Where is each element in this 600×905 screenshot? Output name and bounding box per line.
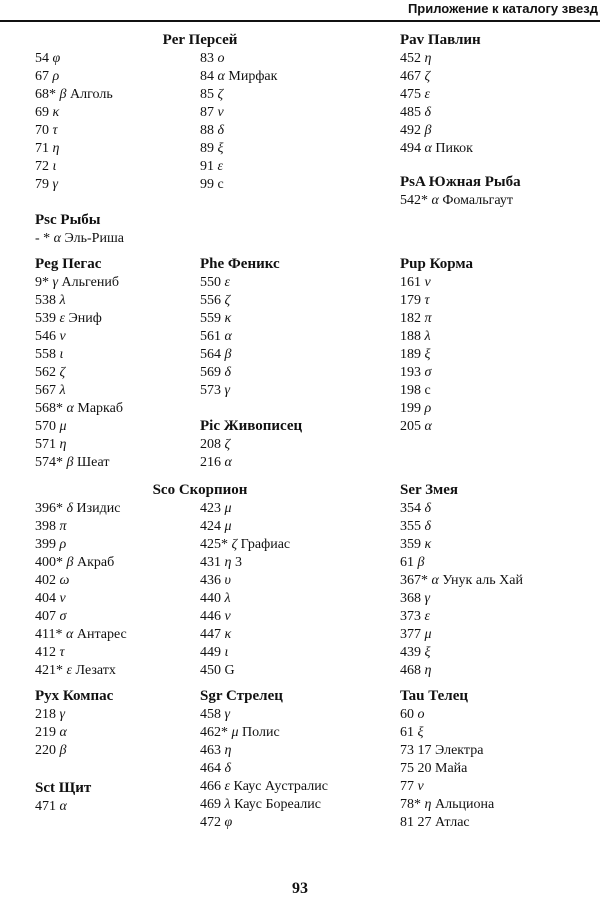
star-entry: 466 ε Каус Аустралис (200, 779, 328, 794)
star-entry: 188 λ (400, 329, 431, 344)
star-entry: 450 G (200, 663, 235, 678)
star-entry: 462* μ Полис (200, 725, 280, 740)
constellation-block-sgr (200, 686, 390, 832)
star-entry: 472 φ (200, 815, 233, 830)
star-entry: 568* α Маркаб (35, 401, 123, 416)
star-entry: 193 σ (400, 365, 432, 380)
star-entry: 562 ζ (35, 365, 66, 380)
star-entry: 494 α Пикок (400, 141, 473, 156)
star-entry: 400* β Акраб (35, 555, 115, 570)
star-entry: 182 π (400, 311, 432, 326)
star-entry: 60 ο (400, 707, 425, 722)
star-entry: 54 φ (35, 51, 61, 66)
star-entry: 189 ξ (400, 347, 431, 362)
star-entry: 91 ε (200, 159, 224, 174)
star-entry: 354 δ (400, 501, 432, 516)
star-entry: 550 ε (200, 275, 231, 290)
star-entry: 83 ο (200, 51, 225, 66)
running-header (0, 0, 600, 22)
star-entry: - * α Эль-Риша (35, 231, 124, 246)
constellation-block-sco-continued (200, 480, 390, 680)
constellation-block-peg (35, 254, 200, 472)
constellation-title: Pav Павлин (400, 32, 481, 48)
star-entry: 452 η (400, 51, 432, 66)
star-entry: 179 τ (400, 293, 430, 308)
constellation-title: Psc Рыбы (35, 212, 101, 228)
star-entry: 424 μ (200, 519, 232, 534)
star-entry: 463 η (200, 743, 232, 758)
star-entry: 425* ζ Графиас (200, 537, 291, 552)
star-entry: 161 ν (400, 275, 431, 290)
constellation-title: Sct Щит (35, 780, 92, 796)
constellation-block-pic (200, 416, 390, 472)
star-entry: 449 ι (200, 645, 229, 660)
star-entry: 468 η (400, 663, 432, 678)
running-header-text: Приложение к каталогу звезд (407, 1, 598, 16)
star-entry: 558 ι (35, 347, 64, 362)
star-entry: 439 ξ (400, 645, 431, 660)
star-entry: 569 δ (200, 365, 232, 380)
title-spacer (200, 30, 390, 50)
star-entry: 407 σ (35, 609, 67, 624)
star-entry: 89 ξ (200, 141, 224, 156)
star-entry: 85 ζ (200, 87, 224, 102)
constellation-title: Phe Феникс (200, 256, 280, 272)
star-entry: 539 ε Эниф (35, 311, 102, 326)
star-entry: 88 δ (200, 123, 225, 138)
star-entry: 556 ζ (200, 293, 231, 308)
star-entry: 440 λ (200, 591, 231, 606)
star-entry: 570 μ (35, 419, 67, 434)
star-entry: 571 η (35, 437, 67, 452)
star-entry: 9* γ Альгениб (35, 275, 119, 290)
star-entry: 458 γ (200, 707, 231, 722)
star-entry: 208 ζ (200, 437, 231, 452)
star-entry: 399 ρ (35, 537, 67, 552)
title-spacer (200, 480, 390, 500)
star-entry: 199 ρ (400, 401, 432, 416)
star-entry: 84 α Мирфак (200, 69, 278, 84)
star-entry: 359 κ (400, 537, 432, 552)
star-entry: 205 α (400, 419, 432, 434)
star-entry: 75 20 Майа (400, 761, 468, 776)
star-entry: 377 μ (400, 627, 432, 642)
constellation-block-tau (400, 686, 595, 832)
star-entry: 219 α (35, 725, 67, 740)
constellation-title: Pyx Компас (35, 688, 114, 704)
star-entry: 431 η 3 (200, 555, 242, 570)
constellation-block-pav (400, 30, 595, 158)
star-entry: 79 γ (35, 177, 59, 192)
star-entry: 404 ν (35, 591, 66, 606)
star-entry: 467 ζ (400, 69, 431, 84)
star-entry: 464 δ (200, 761, 232, 776)
star-entry: 78* η Альциона (400, 797, 495, 812)
star-entry: 73 17 Электра (400, 743, 484, 758)
star-entry: 198 c (400, 383, 431, 398)
constellation-block-psc (35, 210, 200, 248)
star-entry: 69 κ (35, 105, 60, 120)
star-entry: 546 ν (35, 329, 66, 344)
star-entry: 446 ν (200, 609, 231, 624)
star-entry: 492 β (400, 123, 432, 138)
star-entry: 77 ν (400, 779, 424, 794)
star-entry: 218 γ (35, 707, 66, 722)
star-entry: 574* β Шеат (35, 455, 110, 470)
constellation-title: Pup Корма (400, 256, 473, 272)
star-entry: 71 η (35, 141, 60, 156)
star-entry: 68* β Алголь (35, 87, 113, 102)
constellation-block-per-continued (200, 30, 390, 194)
constellation-block-psa (400, 172, 595, 210)
constellation-block-pyx (35, 686, 200, 760)
star-entry: 475 ε (400, 87, 431, 102)
constellation-title: Tau Телец (400, 688, 469, 704)
constellation-title: Sco Скорпион (152, 482, 248, 498)
star-entry: 72 ι (35, 159, 57, 174)
page-number: 93 (292, 880, 308, 897)
star-entry: 61 β (400, 555, 425, 570)
star-entry: 561 α (200, 329, 232, 344)
constellation-block-sct (35, 778, 200, 816)
constellation-title: Sgr Стрелец (200, 688, 283, 704)
star-entry: 542* α Фомальгаут (400, 193, 514, 208)
star-entry: 355 δ (400, 519, 432, 534)
star-entry: 447 κ (200, 627, 232, 642)
star-entry: 423 μ (200, 501, 232, 516)
constellation-title: Pic Живописец (200, 418, 303, 434)
star-entry: 469 λ Каус Бореалис (200, 797, 321, 812)
star-entry: 367* α Унук аль Хай (400, 573, 523, 588)
star-entry: 567 λ (35, 383, 66, 398)
star-entry: 411* α Антарес (35, 627, 127, 642)
star-entry: 70 τ (35, 123, 58, 138)
star-entry: 87 ν (200, 105, 224, 120)
star-entry: 436 υ (200, 573, 231, 588)
star-entry: 471 α (35, 799, 67, 814)
constellation-title: Ser Змея (400, 482, 459, 498)
star-entry: 559 κ (200, 311, 232, 326)
star-entry: 538 λ (35, 293, 66, 308)
constellation-block-ser (400, 480, 595, 680)
constellation-block-pup (400, 254, 595, 436)
star-entry: 402 ω (35, 573, 70, 588)
star-entry: 373 ε (400, 609, 431, 624)
star-entry: 421* ε Лезатх (35, 663, 116, 678)
constellation-title: Per Персей (162, 32, 238, 48)
constellation-title: PsA Южная Рыба (400, 174, 521, 190)
star-entry: 396* δ Изидис (35, 501, 121, 516)
star-entry: 61 ξ (400, 725, 424, 740)
star-entry: 99 c (200, 177, 224, 192)
star-entry: 368 γ (400, 591, 431, 606)
star-entry: 67 ρ (35, 69, 60, 84)
star-entry: 485 δ (400, 105, 432, 120)
star-entry: 564 β (200, 347, 232, 362)
star-entry: 573 γ (200, 383, 231, 398)
star-entry: 220 β (35, 743, 67, 758)
constellation-title: Peg Пегас (35, 256, 102, 272)
star-entry: 216 α (200, 455, 232, 470)
star-entry: 81 27 Атлас (400, 815, 470, 830)
star-entry: 412 τ (35, 645, 65, 660)
constellation-block-phe (200, 254, 390, 400)
star-entry: 398 π (35, 519, 67, 534)
